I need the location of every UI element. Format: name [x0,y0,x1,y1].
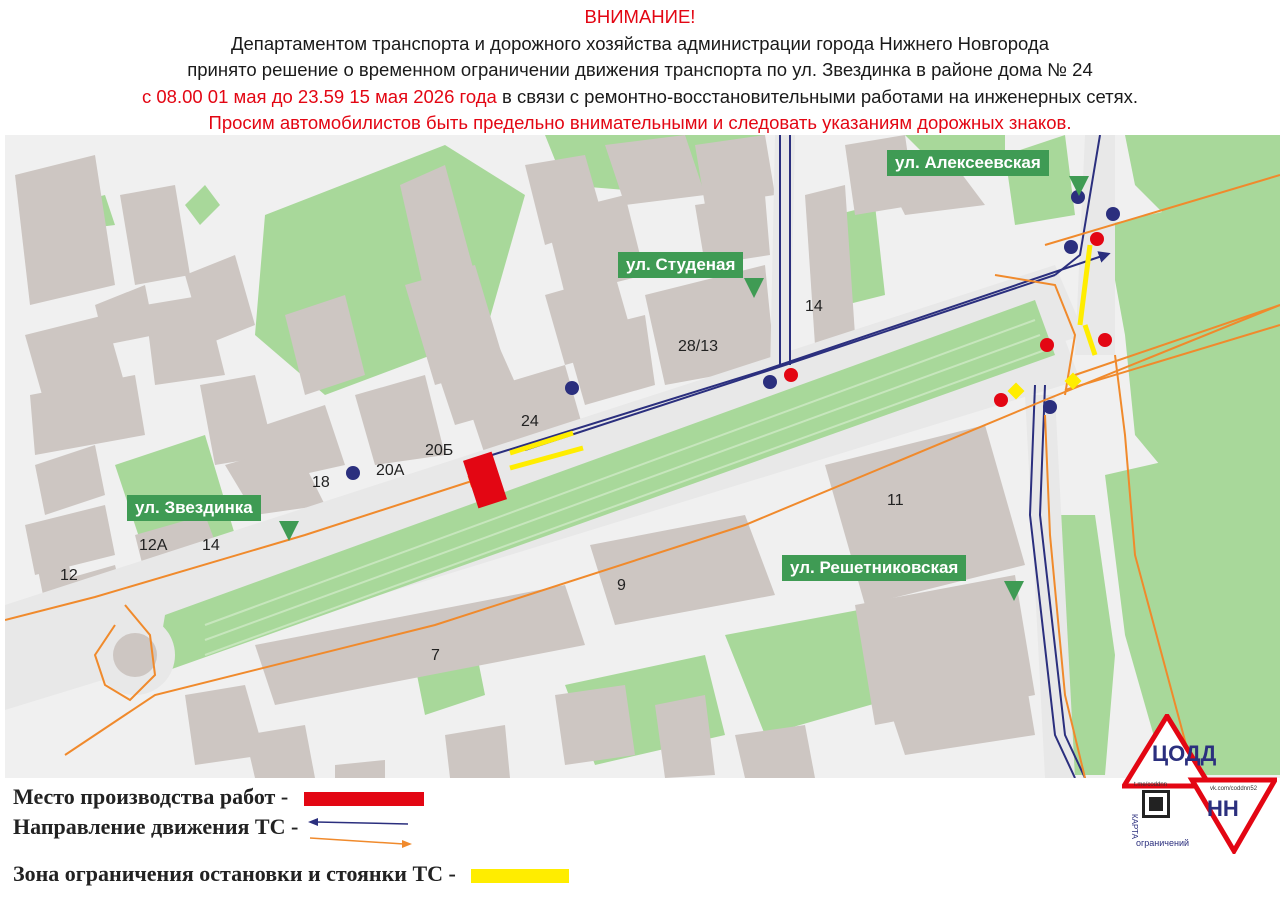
codd-logo-side: КАРТА [1130,814,1139,839]
notice-header [0,4,1280,137]
house-number: 9 [617,577,626,594]
codd-logo [1122,714,1277,854]
legend-direction-arrows [308,814,418,850]
house-number: 7 [431,647,440,664]
house-number: 24 [521,413,539,430]
street-label-studenaya: ул. Студеная [618,252,743,278]
codd-logo-caption: ограничений [1136,838,1190,848]
legend-work-site-label: Место производства работ - [13,784,289,809]
legend-no-parking-swatch [471,869,569,883]
street-label-alekseevskaya: ул. Алексеевская [887,150,1049,176]
codd-logo-city: НН [1207,796,1239,821]
legend-no-parking-label: Зона ограничения остановки и стоянки ТС - [13,861,456,886]
legend-work-site-swatch [304,792,424,806]
house-number: 20Б [425,442,454,459]
notice-line-4 [0,84,1280,111]
house-number: 14 [805,298,823,315]
street-label-zvezdinka: ул. Звездинка [127,495,261,521]
notice-line-2: Департаментом транспорта и дорожного хозяйства администрации города Нижнего Новгорода [230,32,1050,54]
notice-period: с 08.00 01 мая до 23.59 15 мая 2026 года [141,85,497,107]
codd-logo-link-right: vk.com/coddnn52 [1210,786,1258,792]
house-number: 14 [202,537,220,554]
map-canvas [5,135,1280,778]
street-label-reshetnikovskaya: ул. Решетниковская [782,555,966,581]
notice-line-3: принято решение о временном ограничении движения транспорта по ул. Звездинка в районе дома № 24 [187,59,1093,80]
map [5,135,1280,778]
notice-reason: в связи с ремонтно-восстановительными работами на инженерных сетях. [496,85,1139,107]
house-number: 12А [139,537,168,554]
house-number: 20А [376,462,405,479]
notice-title: ВНИМАНИЕ! [584,6,696,27]
legend-direction [13,814,418,850]
house-number: 18 [312,474,330,491]
house-number: 11 [887,492,904,509]
codd-logo-graphic [1122,714,1277,854]
house-number: 28/13 [678,338,719,355]
house-number: 12 [60,567,78,584]
notice-line-5: Просим автомобилистов быть предельно внимательными и следовать указаниям дорожных знаков. [208,112,1072,133]
codd-logo-link-left: t.me/coddnn [1134,782,1168,788]
legend-direction-label: Направление движения ТС - [13,814,299,839]
codd-logo-org: ЦОДД [1152,741,1217,766]
legend-no-parking [13,861,569,887]
legend-work-site [13,784,424,810]
